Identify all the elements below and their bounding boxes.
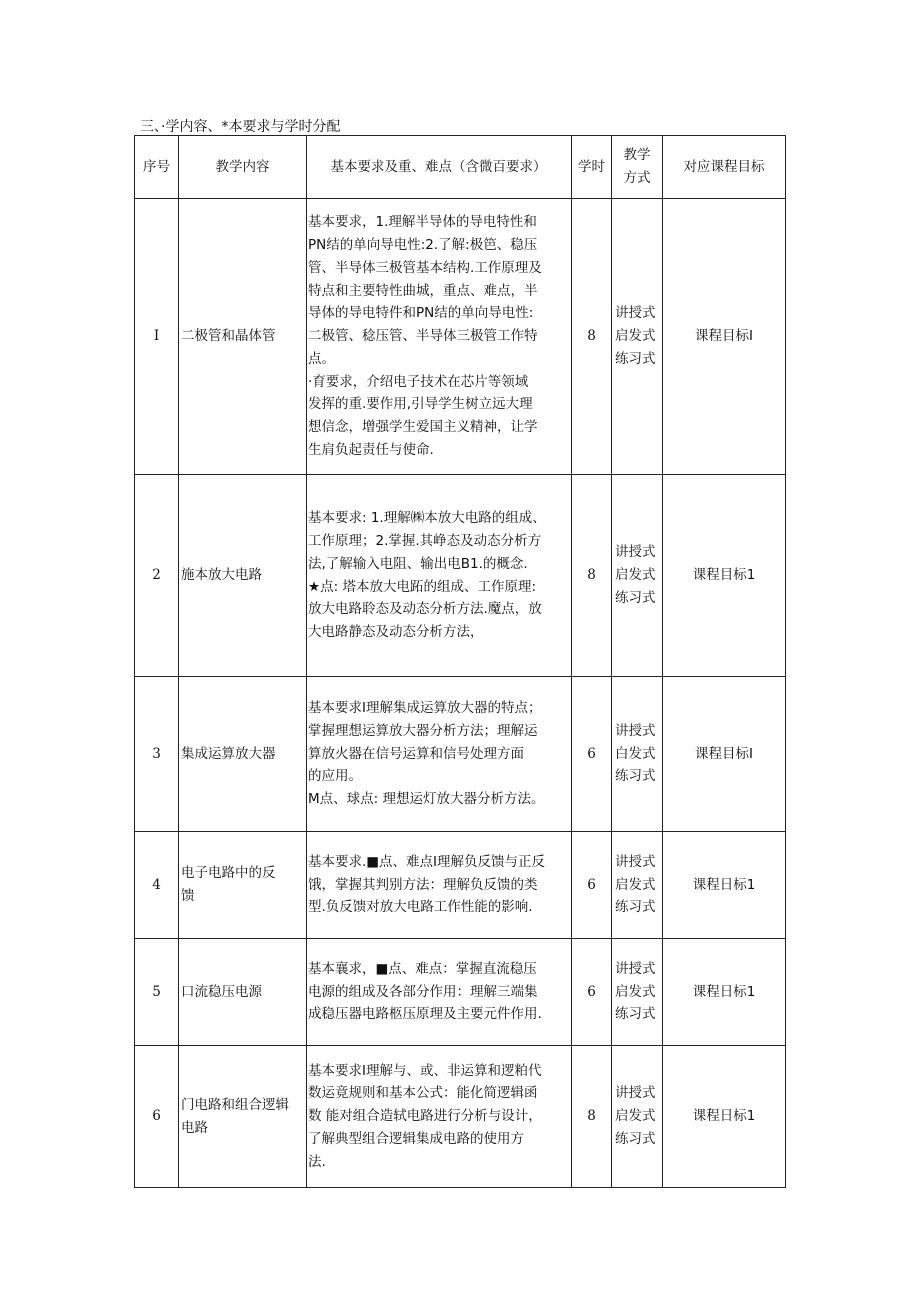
teaching-method-line: 讲授式 xyxy=(615,1085,656,1102)
row-number: 4 xyxy=(135,832,179,939)
teaching-method-line: 练习式 xyxy=(615,899,656,916)
teaching-method xyxy=(612,475,663,677)
teaching-method xyxy=(612,1046,663,1188)
row-number: 2 xyxy=(135,475,179,677)
class-hours: 8 xyxy=(572,199,612,475)
teaching-content-line: 二极管和晶体管 xyxy=(181,328,276,345)
teaching-method-line: 启发式 xyxy=(615,328,656,345)
teaching-content-line: 电路 xyxy=(181,1119,208,1136)
teaching-content xyxy=(179,1046,307,1188)
teaching-method-line: 练习式 xyxy=(615,768,656,785)
teaching-content xyxy=(179,199,307,475)
teaching-method-line: 讲授式 xyxy=(615,544,656,561)
requirements-line: M点、球点: 理想运灯放大器分析方法。 xyxy=(308,791,545,808)
teaching-method-line: 讲授式 xyxy=(615,960,656,977)
requirements-line: 了解典型组合逻辑集成电路的使用方 xyxy=(308,1130,524,1147)
table-row xyxy=(135,939,786,1046)
teaching-method xyxy=(612,832,663,939)
requirements-line: 点。 xyxy=(308,350,335,367)
requirements-line: 基本要求.■点、难点I理解负反馈与正反 xyxy=(308,853,546,870)
teaching-content-line: 门电路和组合逻辑 xyxy=(181,1096,289,1113)
course-goal: 课程日标1 xyxy=(663,832,786,939)
requirements-line: 大电路静态及动态分析方法， xyxy=(308,624,484,641)
course-goal: 课程目标I xyxy=(663,677,786,832)
teaching-method-line: 练习式 xyxy=(615,1130,656,1147)
teaching-method-line: 练习式 xyxy=(615,589,656,606)
table-row xyxy=(135,832,786,939)
teaching-method-line: 启发式 xyxy=(615,1108,656,1125)
requirements-line: 基本襄求，■点、难点：掌握直流稳压 xyxy=(308,960,537,977)
requirements-line: 基本要求I理解集成运算放大器的特点； xyxy=(308,700,542,716)
header-goal: 对应课程目标 xyxy=(663,136,786,199)
requirements-line: 数 能对组合造轼电路进行分析与设计， xyxy=(308,1108,542,1125)
row-number: 6 xyxy=(135,1046,179,1188)
class-hours: 6 xyxy=(572,939,612,1046)
row-number: I xyxy=(135,199,179,475)
header-method-line: 方式 xyxy=(623,170,651,186)
requirements-line: 导体的导电特件和PN结的单向导电性: xyxy=(308,305,534,322)
requirements-line: 基本要求: 1.理解㈱本放大电路的组成、 xyxy=(308,510,546,527)
requirements xyxy=(307,475,572,677)
teaching-method-line: 讲授式 xyxy=(615,853,656,870)
section-heading: 三、·学内容、*本要求与学时分配 xyxy=(140,119,341,135)
requirements-line: 发挥的重.要作用,引导学生树立远大理 xyxy=(308,396,533,413)
row-number: 5 xyxy=(135,939,179,1046)
course-goal: 课程日标1 xyxy=(663,939,786,1046)
header-content: 教学内容 xyxy=(179,136,307,199)
requirements-line: ·育要求，介绍电子技术在芯片等领域 xyxy=(308,373,529,390)
course-goal: 课程目标I xyxy=(663,199,786,475)
table-row xyxy=(135,677,786,832)
teaching-method-line: 讲授式 xyxy=(615,722,656,739)
teaching-content-line: 集成运算放大器 xyxy=(181,745,276,762)
requirements-line: 工作原理；2.掌握.其峥态及动态分析方 xyxy=(308,532,542,549)
requirements-line: 特点和主要特性曲城，重点、难点，半 xyxy=(308,282,538,299)
teaching-method-line: 讲授式 xyxy=(615,305,656,322)
teaching-content xyxy=(179,475,307,677)
requirements-line: ★点: 塔本放大电跖的组成、工作原理: xyxy=(308,578,536,595)
teaching-method-line: 启发式 xyxy=(615,983,656,1000)
teaching-method-line: 练习式 xyxy=(615,350,656,367)
header-hours: 学时 xyxy=(572,136,612,199)
header-no: 序号 xyxy=(135,136,179,199)
table-header-row xyxy=(135,136,786,199)
table-row xyxy=(135,199,786,475)
requirements xyxy=(307,199,572,475)
teaching-content-line: 电子电路中的反 xyxy=(181,865,276,882)
teaching-content-line: 馈 xyxy=(181,888,195,904)
requirements-line: 管、半导体三极管基本结构.工作原理及 xyxy=(308,259,542,276)
teaching-method xyxy=(612,939,663,1046)
syllabus-table xyxy=(134,135,786,1188)
requirements-line: 的应用。 xyxy=(308,768,362,785)
course-goal: 课程目标1 xyxy=(663,475,786,677)
requirements-line: 想信念，增强学生爱国主义精神，让学 xyxy=(308,419,538,436)
teaching-method xyxy=(612,677,663,832)
teaching-method-line: 白发式 xyxy=(615,745,656,762)
class-hours: 8 xyxy=(572,475,612,677)
requirements-line: 饿，掌握其判别方法：理解负反馈的类 xyxy=(308,876,538,893)
requirements-line: 法. xyxy=(308,1153,326,1170)
class-hours: 8 xyxy=(572,1046,612,1188)
course-goal: 课程日标1 xyxy=(663,1046,786,1188)
requirements-line: 二极管、稔压管、半导体三极管工作特 xyxy=(308,328,538,345)
requirements-line: 放大电路聆态及动态分析方法.魔点，放 xyxy=(308,601,542,618)
requirements-line: 算放火器在信号运算和信号处理方面 xyxy=(308,745,524,762)
header-requirements: 基本要求及重、难点（含微百要求） xyxy=(307,136,572,199)
teaching-method-line: 启发式 xyxy=(615,567,656,584)
header-method-line: 教学 xyxy=(623,147,651,164)
table-row xyxy=(135,475,786,677)
header-method xyxy=(612,136,663,199)
requirements-line: 数运竟规则和基本公式：能化简逻辑函 xyxy=(308,1085,538,1102)
requirements xyxy=(307,832,572,939)
table-row xyxy=(135,1046,786,1188)
requirements-line: 成稳压器电路柩压原理及主要元件作用. xyxy=(308,1006,542,1023)
teaching-method-line: 练习式 xyxy=(615,1006,656,1023)
requirements xyxy=(307,677,572,832)
teaching-content xyxy=(179,832,307,939)
requirements xyxy=(307,1046,572,1188)
requirements-line: 法,了解输入电阻、输出电B1.的概念. xyxy=(308,555,528,572)
requirements-line: PN结的单向导电性:2.了解:极笆、稳压 xyxy=(308,236,538,253)
teaching-content xyxy=(179,939,307,1046)
requirements-line: 掌握理想运算放大器分析方法；理解运 xyxy=(308,722,538,739)
teaching-content-line: 口流稳压电源 xyxy=(181,983,262,1000)
requirements-line: 生肩负起责任与使命. xyxy=(308,442,434,459)
requirements-line: 基本要求I理解与、或、非运算和逻粕代 xyxy=(308,1062,542,1079)
teaching-content-line: 施本放大电路 xyxy=(181,567,262,584)
requirements xyxy=(307,939,572,1046)
requirements-line: 型.负反馈对放大电路工作性能的影响. xyxy=(308,899,533,916)
row-number: 3 xyxy=(135,677,179,832)
class-hours: 6 xyxy=(572,677,612,832)
teaching-content xyxy=(179,677,307,832)
teaching-method-line: 启发式 xyxy=(615,876,656,893)
teaching-method xyxy=(612,199,663,475)
requirements-line: 电源的组成及各部分作用：理解三端集 xyxy=(308,983,538,1000)
class-hours: 6 xyxy=(572,832,612,939)
requirements-line: 基本要求，1.理解半导体的导电特性和 xyxy=(308,214,537,231)
